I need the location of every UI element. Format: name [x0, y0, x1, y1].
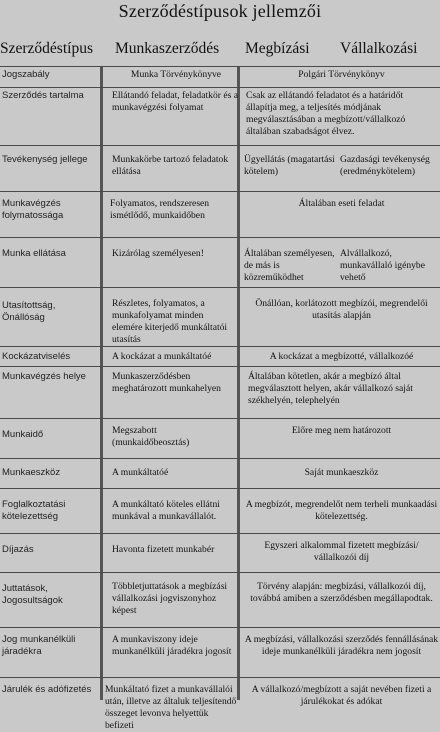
table-row [0, 418, 440, 458]
cell-munkaszerzodes: Havonta fizetett munkabér [112, 544, 215, 555]
row-label: Tevékenység jellege [2, 154, 88, 165]
table-row [0, 287, 440, 346]
cell-megbizasi-vallalkozasi: Csak az ellátandó feladatot és a határidőt állapítja meg, a teljesítés módjának megválasztásában a megbízott/vállalkozó általában szabadságot élvez. [246, 90, 406, 137]
cell-munkaszerzodes: A munkáltatóé [112, 467, 169, 478]
cell-munkaszerzodes: Munka Törvénykönyve [130, 69, 222, 80]
cell-megbizasi-vallalkozasi: Polgári Törvénykönyv [298, 69, 385, 80]
cell-munkaszerzodes: Munkaszerződésben meghatározott munkahelyen [112, 371, 221, 394]
cell-munkaszerzodes: Munkáltató fizet a munkavállalói után, illetve az általuk teljesítendő összeget levonva helyettük befizeti [105, 684, 237, 731]
row-label: Jogszabály [2, 69, 50, 80]
page-title: Szerződéstípusok jellemzői [118, 1, 322, 21]
cell-munkaszerzodes: Részletes, folyamatos, a munkafolyamat minden elemére kiterjedő munkáltatói utasítás [112, 298, 228, 345]
table-row [0, 572, 440, 627]
row-label: Juttatások, Jogosultságok [2, 583, 63, 606]
cell-vallalkozasi: Alvállalkozó, munkavállaló igénybe vehető [340, 248, 425, 283]
cell-megbizasi-vallalkozasi: Általában kötetlen, akár a megbízó által megválasztott helyen, akár vállalkozó saját székhelyén, telephelyén [248, 371, 413, 406]
cell-munkaszerzodes: Munkakörbe tartozó feladatok ellátása [112, 154, 229, 177]
cell-megbizasi: Ügyellátás (magatartási kötelem) [244, 154, 335, 177]
row-label: Kockázatviselés [2, 351, 71, 362]
row-label: Munkavégzés helye [2, 371, 86, 382]
cell-munkaszerzodes: Megszabott (munkaidőbeosztás) [112, 425, 190, 448]
cell-megbizasi-vallalkozasi: A kockázat a megbízotté, vállalkozóé [269, 351, 414, 362]
table-row [0, 145, 440, 191]
cell-megbizasi-vallalkozasi: Saját munkaeszköz [304, 467, 379, 478]
cell-megbizasi-vallalkozasi: A megbízót, megrendelőt nem terheli munkaadási kötelezettség. [245, 499, 438, 522]
header-szerzodestipus: Szerződéstípus [0, 40, 93, 57]
cell-munkaszerzodes: A munkáltató köteles ellátni munkával a munkavállalót. [112, 499, 220, 522]
header-megbizasi: Megbízási [245, 40, 310, 57]
row-label: Szerződés tartalma [2, 90, 84, 101]
table-row [0, 66, 440, 87]
cell-munkaszerzodes: Folyamatos, rendszeresen ismétlődő, munkaidőben [110, 198, 210, 221]
cell-munkaszerzodes: Ellátandó feladat, feladatkör és a munkavégzési folyamat [112, 90, 238, 113]
row-label: Foglalkoztatási kötelezettség [2, 499, 66, 522]
table-row [0, 458, 440, 488]
cell-vallalkozasi: Gazdasági tevékenység (eredménykötelem) [340, 154, 430, 177]
row-label: Munka ellátása [2, 248, 66, 259]
comparison-table [0, 66, 440, 731]
row-label: Munkavégzés folymatossága [2, 198, 64, 221]
table-row [0, 627, 440, 677]
header-vallalkozasi: Vállalkozási [340, 40, 418, 57]
cell-megbizasi-vallalkozasi: Általában eseti feladat [298, 198, 385, 209]
cell-munkaszerzodes: A kockázat a munkáltatóé [112, 351, 212, 362]
row-label: Munkaeszköz [2, 467, 61, 478]
row-label: Munkaidő [2, 429, 44, 440]
cell-megbizasi-vallalkozasi: Előre meg nem határozott [291, 425, 392, 436]
column-headers [0, 40, 440, 66]
cell-munkaszerzodes: Többletjuttatások a megbízási vállalkozási jogviszonyhoz képest [112, 581, 228, 616]
cell-megbizasi-vallalkozasi: A megbízási, vállalkozási szerződés fennállásának ideje munkanélküli járadékra nem jogosít [244, 634, 439, 657]
table-row [0, 87, 440, 145]
table-row [0, 366, 440, 418]
row-label: Járulék és adófizetés [2, 684, 92, 695]
cell-megbizasi-vallalkozasi: Önállóan, korlátozott megbízói, megrendelői utasítás alapján [255, 298, 428, 321]
table-row [0, 533, 440, 572]
cell-munkaszerzodes: Kizárólag személyesen! [112, 248, 204, 259]
table-row [0, 677, 440, 731]
row-label: Jog munkanélküli járadékra [2, 634, 76, 657]
table-row [0, 191, 440, 237]
cell-megbizasi-vallalkozasi: Egyszeri alkalommal fizetett megbízási/ vállalkozói díj [264, 540, 419, 563]
cell-megbizasi: Általában személyesen, de más is közreműködhet [244, 248, 335, 283]
table-row [0, 237, 440, 287]
header-munkaszerzodes: Munkaszerződés [115, 40, 220, 57]
cell-munkaszerzodes: A munkaviszony ideje munkanélküli járadékra jogosít [112, 634, 232, 657]
cell-megbizasi-vallalkozasi: A vállalkozó/megbízott a saját nevében fizeti a járulékokat és adókat [251, 684, 432, 707]
cell-megbizasi-vallalkozasi: Törvény alapján: megbízási, vállalkozói díj, továbbá amiben a szerződésben megállapodtak. [250, 581, 433, 604]
row-label: Díjazás [2, 544, 34, 555]
row-label: Utasítottság, Önállóság [2, 300, 56, 323]
table-row [0, 488, 440, 533]
table-row [0, 346, 440, 366]
